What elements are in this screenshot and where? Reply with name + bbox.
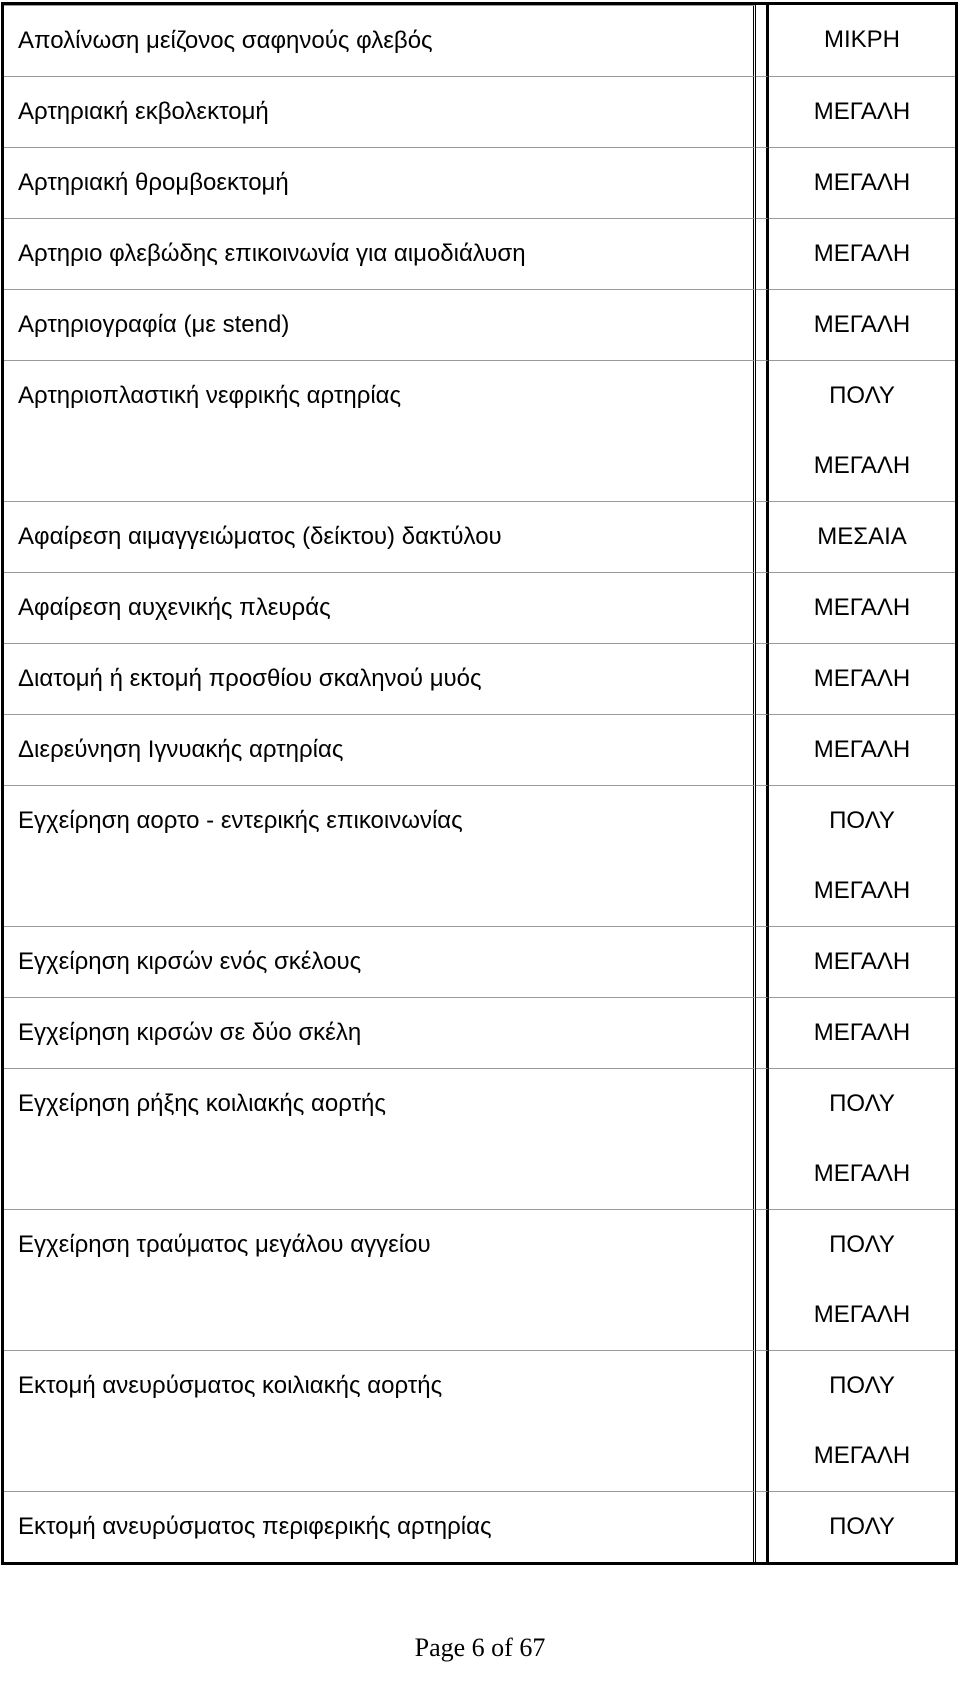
size-category-cell xyxy=(769,572,955,643)
table-row xyxy=(4,360,955,501)
size-category: ΜΕΓΑΛΗ xyxy=(813,1019,911,1046)
procedure-name-cell xyxy=(4,147,756,218)
procedure-name: Αρτηριο φλεβώδης επικοινωνία για αιμοδιάλυση xyxy=(18,240,526,267)
column-gap xyxy=(756,1209,769,1350)
table-row xyxy=(4,1491,955,1562)
size-category: ΠΟΛΥ xyxy=(829,1231,895,1258)
size-category: ΜΕΓΑΛΗ xyxy=(813,1160,911,1187)
procedure-name-cell xyxy=(4,5,756,76)
size-category: ΜΕΣΑΙΑ xyxy=(817,523,907,550)
column-gap xyxy=(756,714,769,785)
table-row xyxy=(4,997,955,1068)
page-number: Page 6 of 67 xyxy=(414,1633,546,1662)
procedure-name-cell xyxy=(4,218,756,289)
table-row xyxy=(4,714,955,785)
column-gap xyxy=(756,5,769,76)
size-category: ΜΕΓΑΛΗ xyxy=(813,665,911,692)
size-category-cell xyxy=(769,1491,955,1562)
size-category-cell xyxy=(769,501,955,572)
size-category-cell xyxy=(769,147,955,218)
procedure-name-cell xyxy=(4,1350,756,1491)
procedure-name: Αφαίρεση αυχενικής πλευράς xyxy=(18,594,331,621)
procedure-name-cell xyxy=(4,1068,756,1209)
procedures-table-body xyxy=(4,5,955,1562)
procedures-table xyxy=(1,2,958,1565)
size-category: ΜΕΓΑΛΗ xyxy=(813,1301,911,1328)
table-row xyxy=(4,643,955,714)
procedure-name: Αρτηριακή θρομβοεκτομή xyxy=(18,169,289,196)
size-category: ΠΟΛΥ xyxy=(829,1372,895,1399)
procedure-name-cell xyxy=(4,643,756,714)
table-row xyxy=(4,1350,955,1491)
procedure-name-cell xyxy=(4,501,756,572)
column-gap xyxy=(756,572,769,643)
column-gap xyxy=(756,289,769,360)
size-category-cell xyxy=(769,76,955,147)
size-category-cell xyxy=(769,5,955,76)
column-gap xyxy=(756,1491,769,1562)
column-gap xyxy=(756,926,769,997)
size-category-cell xyxy=(769,1209,955,1350)
column-gap xyxy=(756,501,769,572)
column-gap xyxy=(756,1350,769,1491)
column-gap xyxy=(756,643,769,714)
table-row xyxy=(4,785,955,926)
size-category: ΠΟΛΥ xyxy=(829,807,895,834)
size-category: ΜΕΓΑΛΗ xyxy=(813,736,911,763)
procedure-name-cell xyxy=(4,714,756,785)
size-category: ΠΟΛΥ xyxy=(829,1090,895,1117)
procedure-name: Εγχείρηση αορτο - εντερικής επικοινωνίας xyxy=(18,807,463,834)
procedure-name-cell xyxy=(4,572,756,643)
procedure-name: Διατομή ή εκτομή προσθίου σκαληνού μυός xyxy=(18,665,482,692)
table-row xyxy=(4,218,955,289)
size-category: ΜΕΓΑΛΗ xyxy=(813,452,911,479)
size-category-cell xyxy=(769,785,955,926)
procedure-name: Εγχείρηση κιρσών ενός σκέλους xyxy=(18,948,362,975)
table-row xyxy=(4,5,955,76)
procedure-name: Εκτομή ανευρύσματος κοιλιακής αορτής xyxy=(18,1372,443,1399)
table-row xyxy=(4,926,955,997)
procedure-name: Εγχείρηση ρήξης κοιλιακής αορτής xyxy=(18,1090,386,1117)
size-category: ΠΟΛΥ xyxy=(829,382,895,409)
size-category-cell xyxy=(769,289,955,360)
table-row xyxy=(4,289,955,360)
procedure-name: Απολίνωση μείζονος σαφηνούς φλεβός xyxy=(18,27,433,54)
size-category-cell xyxy=(769,218,955,289)
column-gap xyxy=(756,360,769,501)
size-category-cell xyxy=(769,643,955,714)
size-category: ΜΕΓΑΛΗ xyxy=(813,594,911,621)
table-row xyxy=(4,147,955,218)
procedure-name-cell xyxy=(4,785,756,926)
procedure-name-cell xyxy=(4,360,756,501)
size-category-cell xyxy=(769,1350,955,1491)
table-row xyxy=(4,76,955,147)
column-gap xyxy=(756,147,769,218)
column-gap xyxy=(756,997,769,1068)
size-category: ΜΕΓΑΛΗ xyxy=(813,877,911,904)
column-gap xyxy=(756,76,769,147)
procedure-name-cell xyxy=(4,289,756,360)
column-gap xyxy=(756,785,769,926)
size-category-cell xyxy=(769,926,955,997)
procedure-name: Αρτηριογραφία (με stend) xyxy=(18,311,290,338)
table-row xyxy=(4,572,955,643)
size-category: ΜΕΓΑΛΗ xyxy=(813,948,911,975)
procedure-name: Διερεύνηση Ιγνυακής αρτηρίας xyxy=(18,736,344,763)
procedure-name-cell xyxy=(4,1491,756,1562)
procedure-name: Εγχείρηση τραύματος μεγάλου αγγείου xyxy=(18,1231,431,1258)
size-category: ΜΙΚΡΗ xyxy=(823,26,900,53)
size-category-cell xyxy=(769,1068,955,1209)
column-gap xyxy=(756,1068,769,1209)
procedure-name-cell xyxy=(4,997,756,1068)
procedure-name: Εγχείρηση κιρσών σε δύο σκέλη xyxy=(18,1019,362,1046)
size-category-cell xyxy=(769,714,955,785)
column-gap xyxy=(756,218,769,289)
size-category: ΠΟΛΥ xyxy=(829,1513,895,1540)
procedure-name: Αρτηριοπλαστική νεφρικής αρτηρίας xyxy=(18,382,402,409)
size-category: ΜΕΓΑΛΗ xyxy=(813,240,911,267)
procedure-name-cell xyxy=(4,926,756,997)
size-category-cell xyxy=(769,997,955,1068)
size-category: ΜΕΓΑΛΗ xyxy=(813,98,911,125)
procedure-name: Εκτομή ανευρύσματος περιφερικής αρτηρίας xyxy=(18,1513,492,1540)
table-row xyxy=(4,501,955,572)
procedure-name: Αρτηριακή εκβολεκτομή xyxy=(18,98,269,125)
size-category: ΜΕΓΑΛΗ xyxy=(813,169,911,196)
size-category-cell xyxy=(769,360,955,501)
procedure-name: Αφαίρεση αιμαγγειώματος (δείκτου) δακτύλου xyxy=(18,523,502,550)
size-category: ΜΕΓΑΛΗ xyxy=(813,1442,911,1469)
table-row xyxy=(4,1068,955,1209)
table-row xyxy=(4,1209,955,1350)
procedure-name-cell xyxy=(4,76,756,147)
procedure-name-cell xyxy=(4,1209,756,1350)
size-category: ΜΕΓΑΛΗ xyxy=(813,311,911,338)
